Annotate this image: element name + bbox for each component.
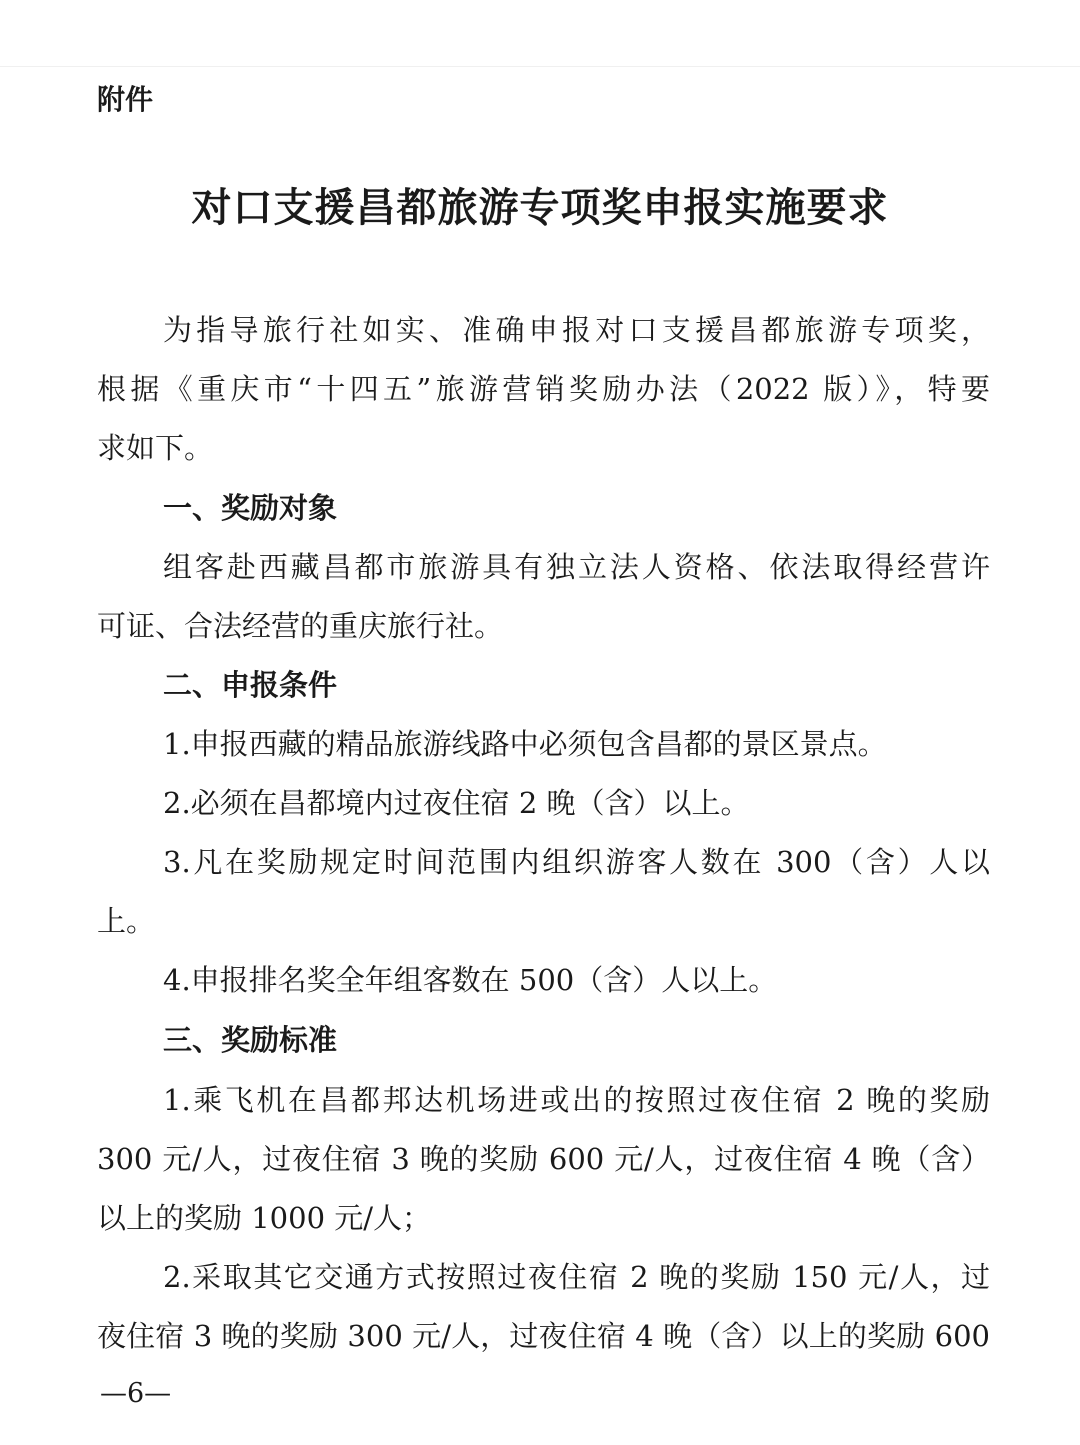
attachment-label: 附件 <box>97 83 154 116</box>
section-1-line-2: 可证、合法经营的重庆旅行社。 <box>97 609 504 643</box>
top-divider <box>0 66 1080 67</box>
condition-3-line-2: 上。 <box>97 904 156 938</box>
condition-2: 2.必须在昌都境内过夜住宿 2 晚（含）以上。 <box>163 786 750 820</box>
intro-line-1: 为指导旅行社如实、准确申报对口支援昌都旅游专项奖， <box>163 313 990 347</box>
document-title: 对口支援昌都旅游专项奖申报实施要求 <box>191 184 889 231</box>
standard-2-line-2: 夜住宿 3 晚的奖励 300 元/人，过夜住宿 4 晚（含）以上的奖励 600 <box>97 1319 990 1353</box>
condition-4: 4.申报排名奖全年组客数在 500（含）人以上。 <box>163 963 778 997</box>
standard-1-line-1: 1.乘飞机在昌都邦达机场进或出的按照过夜住宿 2 晚的奖励 <box>163 1083 990 1117</box>
standard-1-line-3: 以上的奖励 1000 元/人； <box>97 1201 432 1235</box>
section-1-line-1: 组客赴西藏昌都市旅游具有独立法人资格、依法取得经营许 <box>163 550 990 584</box>
intro-line-3: 求如下。 <box>97 431 214 465</box>
section-heading-3: 三、奖励标准 <box>163 1023 338 1057</box>
condition-1: 1.申报西藏的精品旅游线路中必须包含昌都的景区景点。 <box>163 727 887 761</box>
intro-line-2: 根据《重庆市“十四五”旅游营销奖励办法（2022 版）》，特要 <box>97 372 990 406</box>
standard-2-line-1: 2.采取其它交通方式按照过夜住宿 2 晚的奖励 150 元/人，过 <box>163 1260 990 1294</box>
section-heading-1: 一、奖励对象 <box>163 491 338 525</box>
condition-3-line-1: 3.凡在奖励规定时间范围内组织游客人数在 300（含）人以 <box>163 845 990 879</box>
standard-1-line-2: 300 元/人，过夜住宿 3 晚的奖励 600 元/人，过夜住宿 4 晚（含） <box>97 1142 990 1176</box>
page-number: —6— <box>100 1378 172 1409</box>
section-heading-2: 二、申报条件 <box>163 668 338 702</box>
